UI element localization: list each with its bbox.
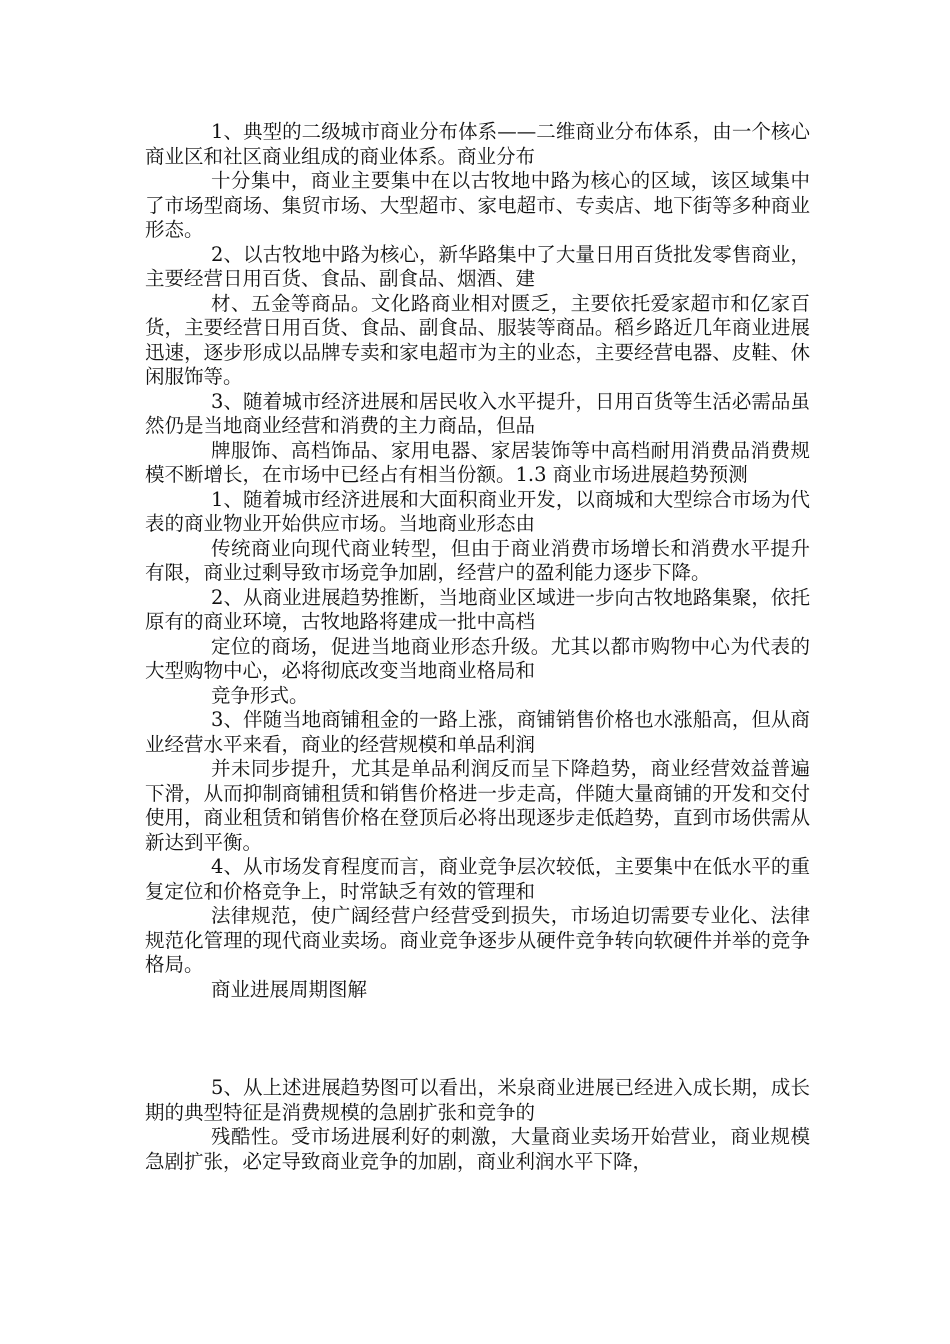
- document-body: [145, 120, 810, 1174]
- paragraph: 竞争形式。: [211, 683, 309, 707]
- paragraph: 牌服饰、高档饰品、家用电器、家居装饰等中高档耐用消费品消费规模不断增长，在市场中已经占有相当份额。1.3 商业市场进展趋势预测: [145, 438, 810, 486]
- paragraph: 十分集中，商业主要集中在以古牧地中路为核心的区域，该区域集中了市场型商场、集贸市场、大型超市、家电超市、专卖店、地下街等多种商业形态。: [145, 169, 810, 241]
- paragraph: 法律规范，使广阔经营户经营受到损失，市场迫切需要专业化、法律规范化管理的现代商业卖场。商业竞争逐步从硬件竞争转向软硬件并举的竞争格局。: [145, 904, 810, 976]
- paragraph: 定位的商场，促进当地商业形态升级。尤其以都市购物中心为代表的大型购物中心，必将彻底改变当地商业格局和: [145, 634, 810, 682]
- paragraph: 3、伴随当地商铺租金的一路上涨，商铺销售价格也水涨船高，但从商业经营水平来看，商业的经营规模和单品利润: [145, 708, 810, 756]
- paragraph: 1、典型的二级城市商业分布体系——二维商业分布体系，由一个核心商业区和社区商业组成的商业体系。商业分布: [145, 120, 810, 168]
- paragraph: 2、以古牧地中路为核心，新华路集中了大量日用百货批发零售商业，主要经营日用百货、食品、副食品、烟酒、建: [145, 242, 810, 290]
- paragraph: 4、从市场发育程度而言，商业竞争层次较低，主要集中在低水平的重复定位和价格竞争上，时常缺乏有效的管理和: [145, 855, 810, 903]
- figure-caption: 商业进展周期图解: [211, 977, 368, 1001]
- paragraph: 5、从上述进展趋势图可以看出，米泉商业进展已经进入成长期，成长期的典型特征是消费规模的急剧扩张和竞争的: [145, 1076, 810, 1124]
- paragraph: 3、随着城市经济进展和居民收入水平提升，日用百货等生活必需品虽然仍是当地商业经营和消费的主力商品，但品: [145, 389, 810, 437]
- figure-placeholder: [145, 1002, 810, 1076]
- paragraph: 2、从商业进展趋势推断，当地商业区域进一步向古牧地路集聚，依托原有的商业环境，古牧地路将建成一批中高档: [145, 585, 810, 633]
- paragraph: 传统商业向现代商业转型，但由于商业消费市场增长和消费水平提升有限，商业过剩导致市场竞争加剧，经营户的盈利能力逐步下降。: [145, 536, 810, 584]
- paragraph: 并未同步提升，尤其是单品利润反而呈下降趋势，商业经营效益普遍下滑，从而抑制商铺租赁和销售价格进一步走高，伴随大量商铺的开发和交付使用，商业租赁和销售价格在登顶后必将出现逐步走低趋势，直到市场供需从新达到平衡。: [145, 757, 810, 854]
- paragraph: 材、五金等商品。文化路商业相对匮乏，主要依托爱家超市和亿家百货，主要经营日用百货、食品、副食品、服装等商品。稻乡路近几年商业进展迅速，逐步形成以品牌专卖和家电超市为主的业态，主要经营电器、皮鞋、休闲服饰等。: [145, 291, 810, 388]
- paragraph: 1、随着城市经济进展和大面积商业开发，以商城和大型综合市场为代表的商业物业开始供应市场。当地商业形态由: [145, 487, 810, 535]
- paragraph: 残酷性。受市场进展利好的刺激，大量商业卖场开始营业，商业规模急剧扩张，必定导致商业竞争的加剧，商业利润水平下降，: [145, 1125, 810, 1173]
